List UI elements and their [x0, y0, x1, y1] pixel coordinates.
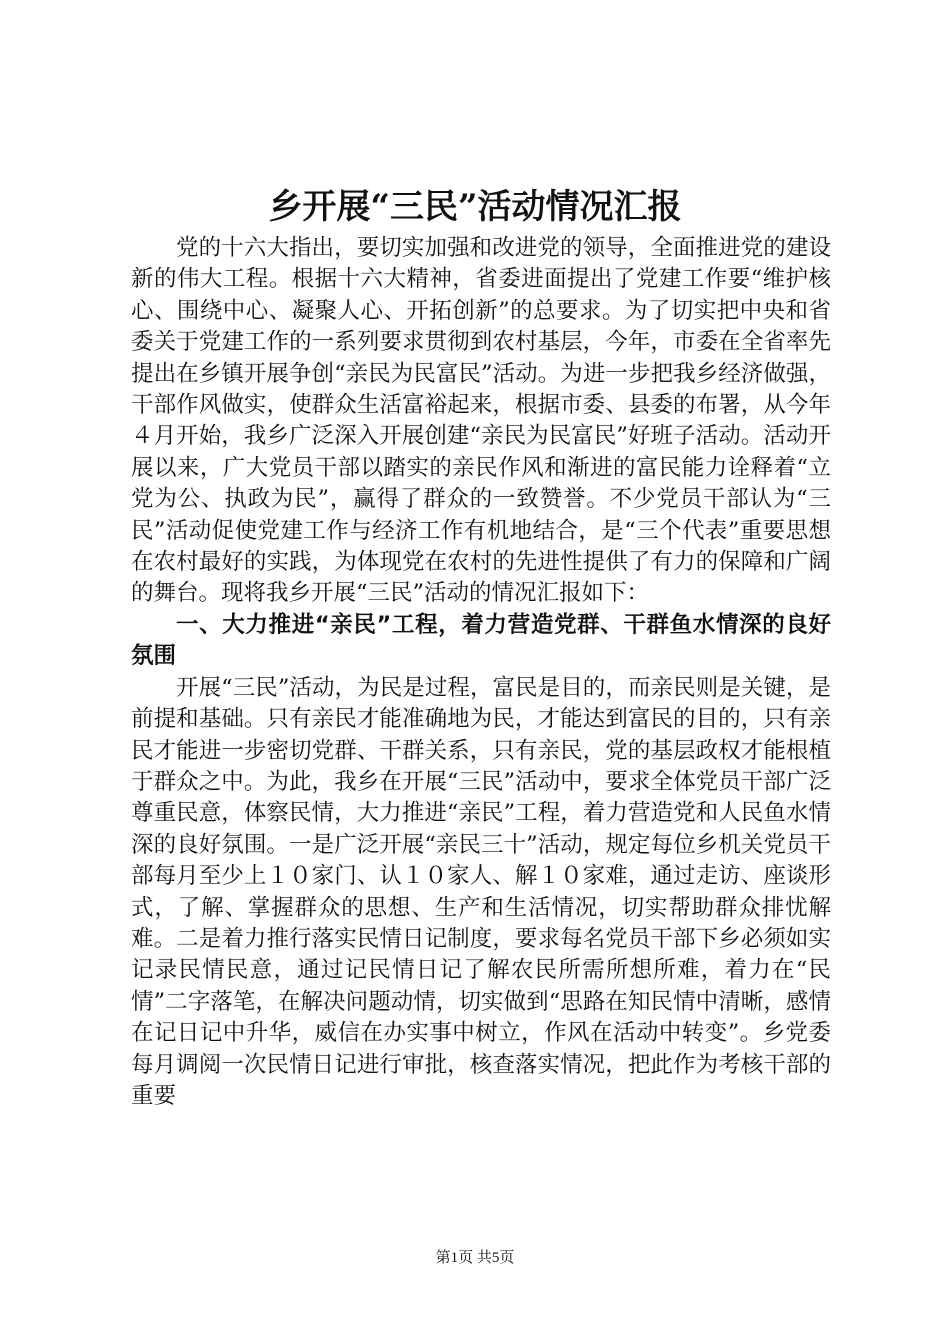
document-body [131, 233, 831, 1112]
document-title: 乡开展“三民”活动情况汇报 [268, 187, 682, 227]
section-heading: 一、大力推进“亲民”工程，着力营造党群、干群鱼水情深的良好氛围 [131, 611, 831, 670]
page-footer: 第1页 共5页 [435, 1250, 515, 1266]
intro-paragraph: 党的十六大指出，要切实加强和改进党的领导，全面推进党的建设新的伟大工程。根据十六大精神，省委进面提出了党建工作要“维护核心、围绕中心、凝聚人心、开拓创新”的总要求。为了切实把中央和省委关于党建工作的一系列要求贯彻到农村基层，今年，市委在全省率先提出在乡镇开展争创“亲民为民富民”活动。为进一步把我乡经济做强，干部作风做实，使群众生活富裕起来，根据市委、县委的布署，从今年４月开始，我乡广泛深入开展创建“亲民为民富民”好班子活动。活动开展以来，广大党员干部以踏实的亲民作风和渐进的富民能力诠释着“立党为公、执政为民”，赢得了群众的一致赞誉。不少党员干部认为“三民”活动促使党建工作与经济工作有机地结合，是“三个代表”重要思想在农村最好的实践，为体现党在农村的先进性提供了有力的保障和广阔的舞台。现将我乡开展“三民”活动的情况汇报如下： [131, 235, 831, 607]
section-paragraph: 开展“三民”活动，为民是过程，富民是目的，而亲民则是关键，是前提和基础。只有亲民才能准确地为民，才能达到富民的目的，只有亲民才能进一步密切党群、干群关系，只有亲民，党的基层政权才能根植于群众之中。为此，我乡在开展“三民”活动中，要求全体党员干部广泛尊重民意，体察民情，大力推进“亲民”工程，着力营造党和人民鱼水情深的良好氛围。一是广泛开展“亲民三十”活动，规定每位乡机关党员干部每月至少上１０家门、认１０家人、解１０家难，通过走访、座谈形式，了解、掌握群众的思想、生产和生活情况，切实帮助群众排忧解难。二是着力推行落实民情日记制度，要求每名党员干部下乡必须如实记录民情民意，通过记民情日记了解农民所需所想所难，着力在“民情”二字落笔，在解决问题动情，切实做到“思路在知民情中清晰，感情在记日记中升华，威信在办实事中树立，作风在活动中转变”。乡党委每月调阅一次民情日记进行审批，核查落实情况，把此作为考核干部的重要 [131, 674, 831, 1109]
